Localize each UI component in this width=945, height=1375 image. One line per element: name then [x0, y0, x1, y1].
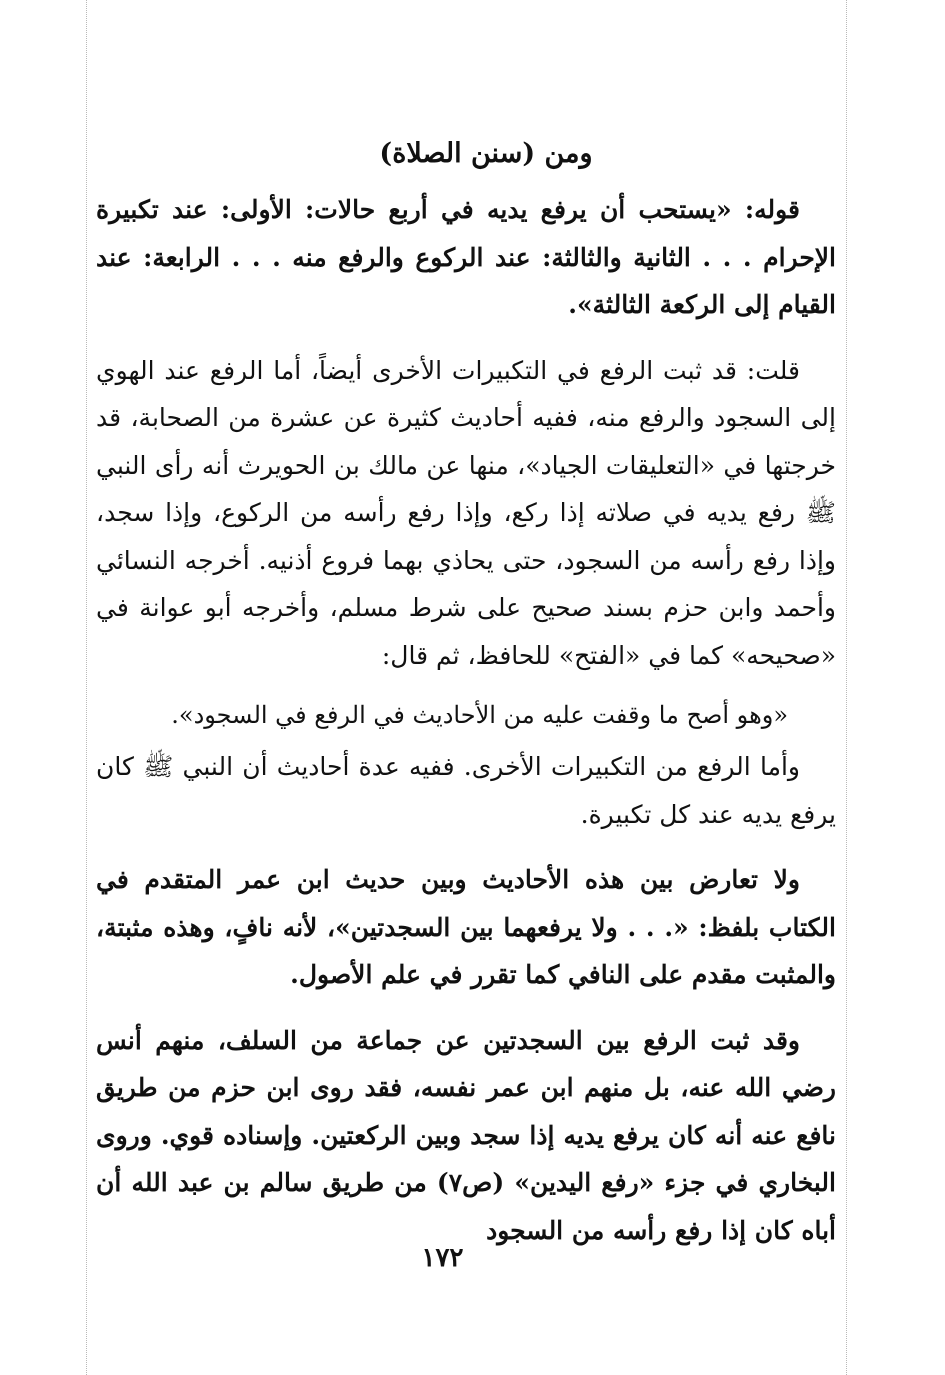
spacer: [96, 329, 836, 347]
paragraph-no-contradiction: ولا تعارض بين هذه الأحاديث وبين حديث ابن عمر المتقدم في الكتاب بلفظ: «. . . ولا يرفعهما بين السجدتين»، لأنه نافٍ، وهذه مثبتة، والمثبت مقدم على النافي كما تقرر في علم الأصول.: [96, 865, 836, 989]
right-margin-guide: [846, 0, 847, 1375]
page-number: ١٧٢: [421, 1243, 464, 1273]
paragraph-other-takbirat: وأما الرفع من التكبيرات الأخرى. ففيه عدة أحاديث أن النبي ﷺ كان يرفع يديه عند كل تكبيرة.: [96, 752, 836, 829]
spacer: [96, 838, 836, 856]
block-quote: «وهو أصح ما وقفت عليه من الأحاديث في الرفع في السجود».: [171, 701, 788, 729]
paragraph-commentary: قلت: قد ثبت الرفع في التكبيرات الأخرى أيضاً، أما الرفع عند الهوي إلى السجود والرفع منه، ففيه أحاديث كثيرة عن عشرة من الصحابة، قد خرجتها في «التعليقات الجياد»، منها عن مالك بن الحويرث أنه رأى النبي ﷺ رفع يديه في صلاته إذا ركع، وإذا رفع رأسه من الركوع، وإذا سجد، وإذا رفع رأسه من السجود، حتى يحاذي بهما فروع أذنيه. أخرجه النسائي وأحمد وابن حزم بسند صحيح على شرط مسلم، وأخرجه أبو عوانة في «صحيحه» كما في «الفتح» للحافظ، ثم قال:: [96, 355, 836, 670]
spacer: [96, 999, 836, 1017]
section-heading: ومن (سنن الصلاة): [379, 138, 593, 169]
paragraph-salaf-evidence: وقد ثبت الرفع بين السجدتين عن جماعة من السلف، منهم أنس رضي الله عنه، بل منهم ابن عمر نفسه، فقد روى ابن حزم من طريق نافع عنه أنه كان يرفع يديه إذا سجد وبين الركعتين. وإسناده قوي. وروى البخاري في جزء «رفع اليدين» (ص٧) من طريق سالم بن عبد الله أن أباه كان إذا رفع رأسه من السجود: [96, 1025, 836, 1245]
paragraph-quoted-text: قوله: «يستحب أن يرفع يديه في أربع حالات: الأولى: عند تكبيرة الإحرام . . . الثانية والثالثة: عند الركوع والرفع منه . . . الرابعة: عند القيام إلى الركعة الثالثة».: [96, 195, 836, 319]
left-margin-guide: [86, 0, 87, 1375]
spacer: [96, 679, 836, 687]
page-body: [96, 128, 836, 1254]
